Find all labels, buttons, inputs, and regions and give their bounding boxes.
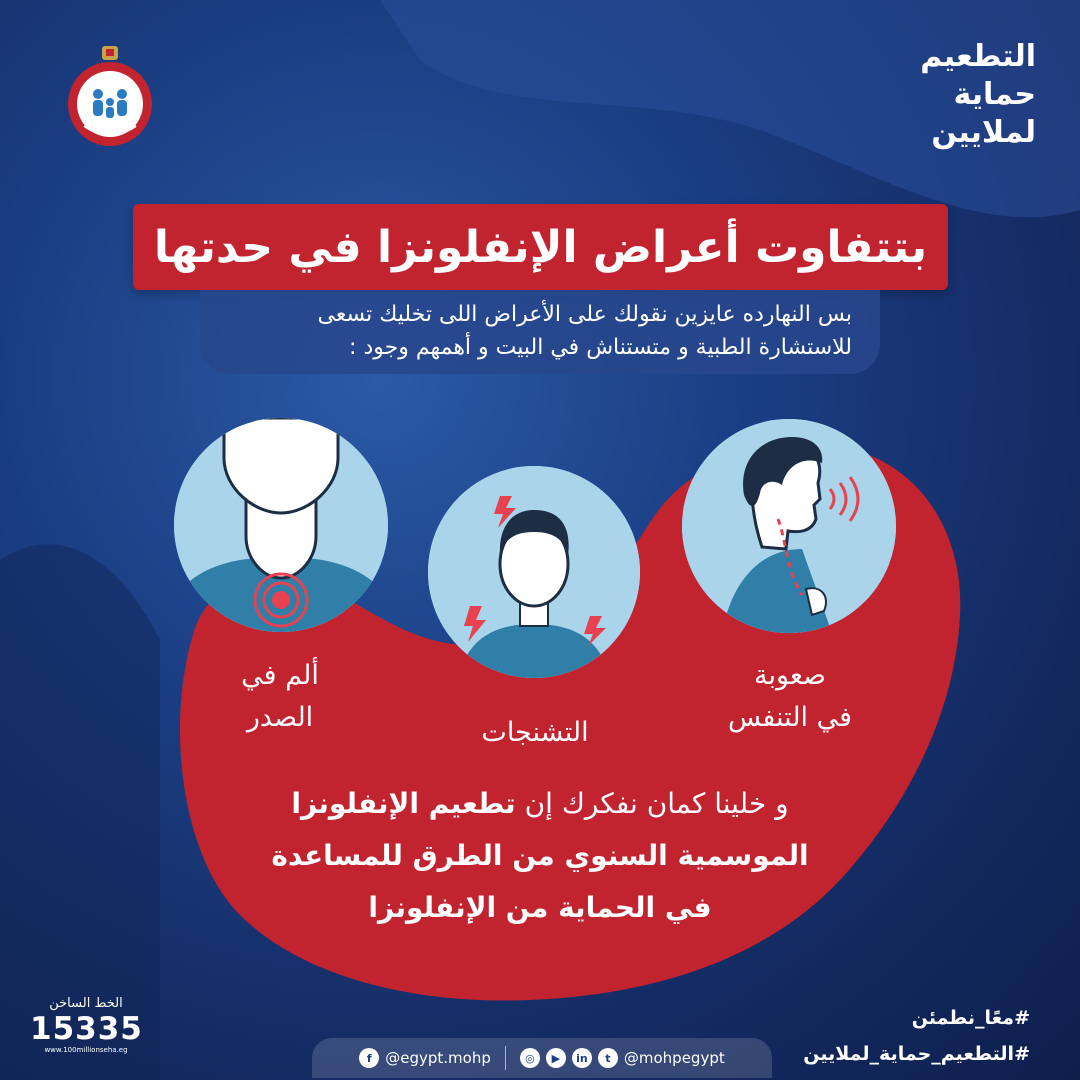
linkedin-icon[interactable]: in (572, 1048, 592, 1068)
facebook-icon[interactable]: f (359, 1048, 379, 1068)
title-banner (133, 204, 948, 290)
subtitle (200, 290, 880, 374)
convulsions-icon (428, 466, 640, 678)
closing-line-1-plain: و خلينا كمان نفكرك إن (515, 787, 789, 820)
divider (505, 1046, 506, 1070)
hotline-number: 15335 (30, 1011, 143, 1047)
social-handle[interactable]: @mohpegypt (623, 1049, 725, 1067)
closing-line-2: الموسمية السنوي من الطرق للمساعدة (271, 839, 809, 872)
hashtags (730, 1000, 1030, 1072)
youtube-icon[interactable]: ▶ (546, 1048, 566, 1068)
hotline-website: www.100millionseha.eg (44, 1046, 128, 1054)
closing-message (240, 778, 840, 934)
social-bar (312, 1038, 772, 1078)
breathing-difficulty-icon (682, 419, 896, 633)
hotline (30, 996, 142, 1055)
symptom-label-line: صعوبة (754, 660, 826, 691)
symptom-label-chest-pain (200, 655, 360, 739)
hashtag-1: #معًا_نطمئن (911, 1007, 1030, 1029)
ministry-logo (62, 44, 158, 148)
closing-line-3: في الحماية من الإنفلونزا (368, 891, 712, 924)
facebook-handle[interactable]: @egypt.mohp (385, 1049, 491, 1067)
symptom-label-convulsions (450, 712, 620, 754)
eagle-emblem-icon (102, 46, 118, 60)
campaign-line-1: التطعيم (920, 39, 1036, 74)
page-title: بتتفاوت أعراض الإنفلونزا في حدتها (153, 221, 928, 273)
breathing-illustration (682, 419, 896, 633)
symptom-label-line: في التنفس (727, 702, 853, 733)
campaign-line-3: لملايين (931, 115, 1036, 150)
chest-pain-illustration (174, 418, 388, 632)
closing-line-1-bold: تطعيم الإنفلونزا (291, 787, 516, 820)
subtitle-line-1: بس النهارده عايزين نقولك على الأعراض اللى تخليك تسعى (317, 302, 852, 327)
hotline-label: الخط الساخن (49, 996, 123, 1011)
chest-pain-icon (174, 418, 388, 632)
symptom-label-line: التشنجات (481, 717, 589, 748)
instagram-icon[interactable]: ◎ (520, 1048, 540, 1068)
hashtag-2: #التطعيم_حماية_لملايين (803, 1043, 1030, 1065)
closing-line-1 (240, 778, 840, 830)
subtitle-line-2: للاستشارة الطبية و متستناش في البيت و أهمهم وجود : (349, 335, 852, 360)
campaign-line-2: حماية (953, 77, 1036, 112)
convulsions-illustration (428, 466, 640, 678)
symptom-label-line: ألم في (241, 660, 319, 691)
campaign-logo (896, 38, 1036, 152)
twitter-icon[interactable]: t (598, 1048, 618, 1068)
symptom-label-breathing (705, 655, 875, 739)
symptom-label-line: الصدر (246, 702, 314, 733)
